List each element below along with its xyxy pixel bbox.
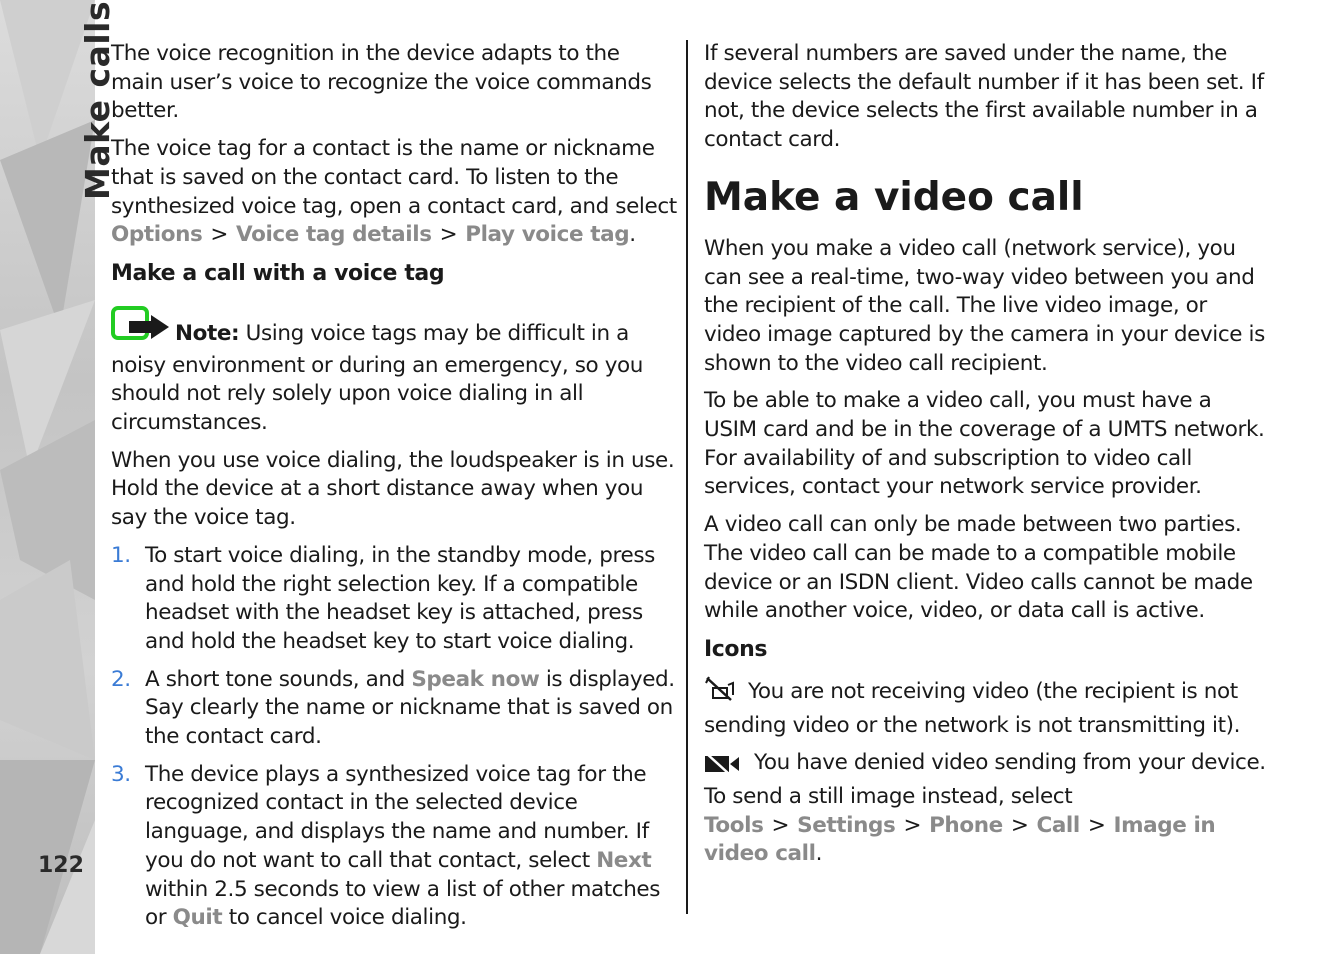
paragraph: If several numbers are saved under the name, the device selects the default number if it has been set. If not, the device selects the first available number in a contact card. (704, 41, 1264, 153)
menu-path-tools: Tools (704, 812, 764, 838)
step-number: 3. (111, 761, 131, 787)
page-number: 122 (38, 853, 84, 878)
paragraph: The voice recognition in the device adapts to the main user’s voice to recognize the voice commands better. (111, 41, 652, 124)
step-number: 1. (111, 542, 131, 568)
note-label: Note: (175, 320, 240, 346)
list-item: 2. A short tone sounds, and Speak now is displayed. Say clearly the name or nickname that is saved on the contact card. (111, 666, 675, 750)
menu-path-play-voice-tag: Play voice tag (465, 222, 630, 248)
right-column (704, 40, 1270, 878)
section-heading: Make a call with a voice tag (111, 260, 445, 286)
left-column (111, 40, 677, 942)
menu-path-call: Call (1036, 812, 1080, 838)
paragraph: To be able to make a video call, you must have a USIM card and be in the coverage of a UMTS network. For availability of and subscription to video call services, contact your network service provider. (704, 388, 1265, 500)
icons-heading: Icons (704, 636, 768, 662)
ui-text-next: Next (596, 847, 652, 873)
note-hand-icon (111, 305, 171, 352)
step-number: 2. (111, 666, 131, 692)
paragraph: When you use voice dialing, the loudspeaker is in use. Hold the device at a short distance away when you say the voice tag. (111, 447, 675, 531)
paragraph: When you make a video call (network service), you can see a real-time, two-way video between you and the recipient of the call. The live video image, or video image captured by the camera in your device is shown to the video call recipient. (704, 235, 1265, 376)
icon-description: You have denied video sending from your device. To send a still image instead, select Tools > Settings > Phone > Call > Image in video call. (704, 750, 1266, 867)
video-not-received-icon (704, 675, 734, 712)
column-divider (686, 40, 688, 914)
menu-path-phone: Phone (929, 812, 1003, 838)
chapter-sidebar (0, 0, 117, 954)
ui-text-quit: Quit (172, 905, 223, 931)
video-sending-denied-icon (704, 752, 740, 783)
menu-path-options: Options (111, 222, 203, 248)
chapter-title: Make calls (78, 0, 117, 200)
steps-list (111, 542, 677, 933)
list-item: 1. To start voice dialing, in the standby mode, press and hold the right selection key. If a compatible headset with the headset key is attached, press and hold the headset key to start voice dialing. (111, 542, 655, 654)
menu-path-voice-tag-details: Voice tag details (236, 222, 432, 248)
note (111, 305, 677, 438)
section-title: Make a video call (704, 174, 1084, 220)
paragraph: A video call can only be made between two parties. The video call can be made to a compatible mobile device or an ISDN client. Video calls cannot be made while another voice, video, or data call is active. (704, 512, 1253, 624)
paragraph: The voice tag for a contact is the name or nickname that is saved on the contact card. To listen to the synthesized voice tag, open a contact card, and select Options > Voice tag details > Play voice tag. (111, 136, 677, 248)
note-text: Using voice tags may be difficult in a noisy environment or during an emergency, so you should not rely solely upon voice dialing in all circumstances. (111, 320, 644, 436)
menu-path-image-in-video-call: Image in video call (704, 812, 1216, 867)
ui-text-speak-now: Speak now (411, 666, 540, 692)
menu-path-settings: Settings (797, 812, 896, 838)
list-item: 3. The device plays a synthesized voice tag for the recognized contact in the selected device language, and displays the name and number. If you do not want to call that contact, select Next within 2.5 seconds to view a list of other matches or Quit to cancel voice dialing. (111, 761, 661, 931)
icon-description: You are not receiving video (the recipient is not sending video or the network is not transmitting it). (704, 675, 1270, 740)
